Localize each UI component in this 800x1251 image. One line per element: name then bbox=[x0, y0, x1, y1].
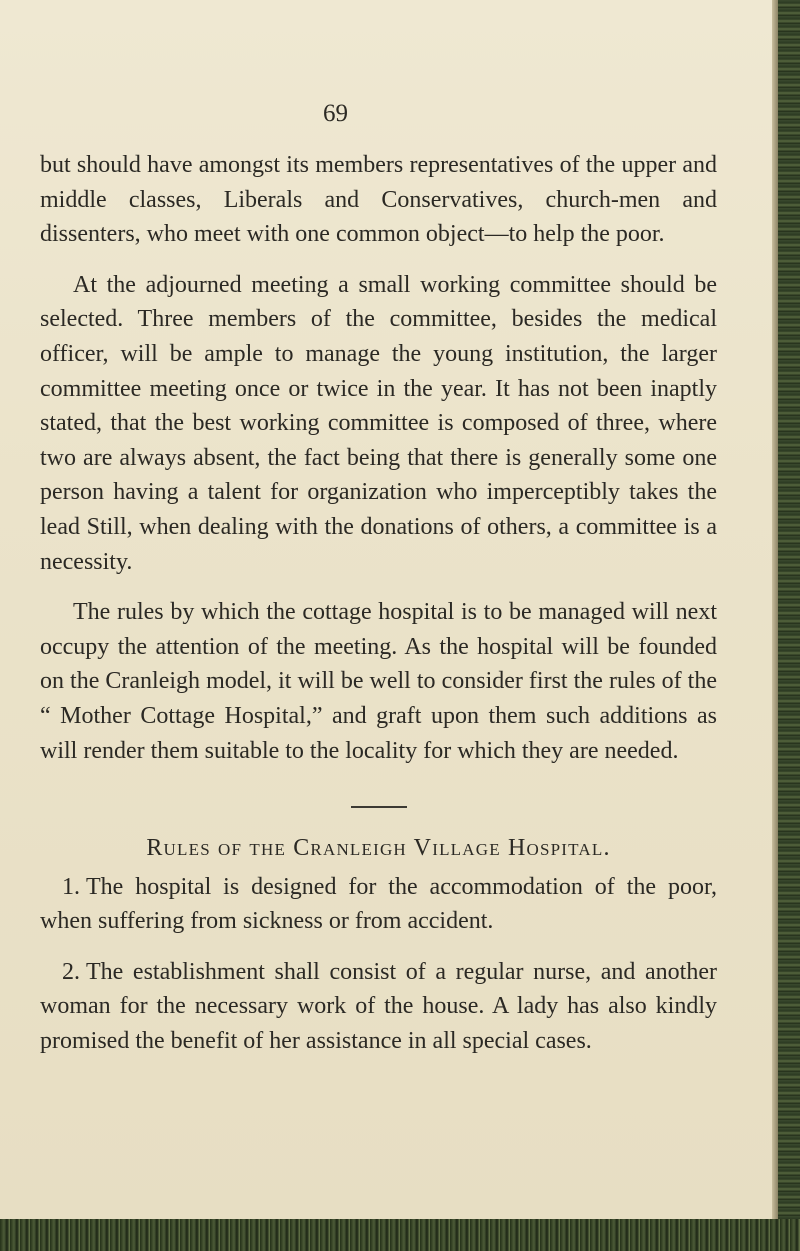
paragraph-committee: At the adjourned meeting a small working committee should be selected. Three members of the committee, besides the medical officer, will be ample to manage the young institution, the larger committee meeting once or twice in the year. It has not been inaptly stated, that the best working committee is composed of three, where two are always absent, the fact being that there is generally some one person having a talent for organization who imperceptibly takes the lead Still, when dealing with the donations of others, a committee is a necessity. bbox=[40, 271, 717, 575]
paragraph-rules-intro: The rules by which the cottage hospital is to be managed will next occupy the attention of the meeting. As the hospital will be founded on the Cranleigh model, it will be well to consider first the rules of the “ Mother Cottage Hospital,” and graft upon them such additions as will render them suitable to the locality for which they are needed. bbox=[40, 599, 717, 764]
rule-text: The establishment shall consist of a regular nurse, and another woman for the necessary work of the house. A lady has also kindly promised the benefit of her assistance in all special cases. bbox=[40, 958, 717, 1055]
paragraph-continued: but should have amongst its members representatives of the upper and middle classes, Liberals and Conservatives, church-men and dissenters, who meet with one common object—to help the poor. bbox=[40, 152, 717, 248]
rule-text: The hospital is designed for the accommodation of the poor, when suffering from sickness or from accident. bbox=[40, 873, 717, 935]
book-spine bbox=[778, 0, 800, 1251]
page-body bbox=[40, 148, 717, 1059]
rule-number: 1. bbox=[62, 873, 80, 900]
page-number: 69 bbox=[323, 100, 348, 127]
rule-item-1 bbox=[40, 870, 717, 939]
rule-number: 2. bbox=[62, 958, 80, 985]
book-bottom-edge bbox=[0, 1219, 800, 1251]
section-divider bbox=[351, 806, 407, 808]
rules-heading: Rules of the Cranleigh Village Hospital. bbox=[146, 835, 611, 862]
rule-item-2 bbox=[40, 955, 717, 1059]
